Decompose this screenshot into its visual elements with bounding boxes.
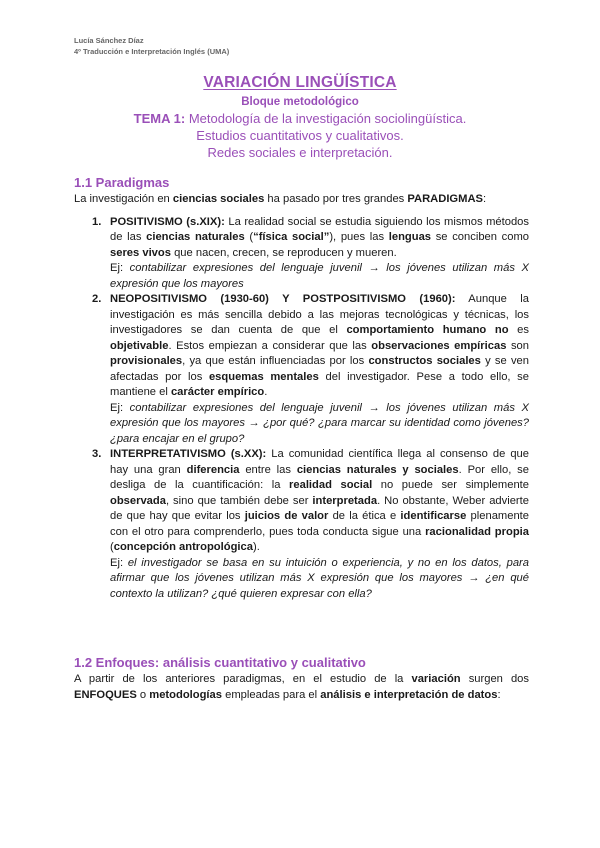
item-text: INTERPRETATIVISMO (s.XX): La comunidad científica llega al consenso de que hay una gran diferencia entre las ciencias naturales y sociales. Por ello, se desliga de la cuantificación: la realidad social no puede ser simplemente observada, sino que también debe ser interpretada. No obstante, Weber advierte de que hay que evitar los juicios de valor de la ética e identificarse plenamente con el otro para comprenderlo, pues toda conducta sigue una racionalidad propia (concepción antropológica).	[110, 448, 530, 553]
bold-term: ciencias naturales	[146, 231, 245, 243]
bold-term: “física social”	[253, 231, 330, 243]
bold-term: esquemas mentales	[208, 370, 319, 383]
title-block	[0, 73, 600, 161]
page-header	[74, 35, 229, 57]
bold-term: concepción antropológica	[113, 541, 253, 553]
list-item	[92, 447, 530, 602]
section-heading: 1.1 Paradigmas	[74, 175, 170, 190]
tema-line-3: Redes sociales e interpretación.	[207, 145, 393, 160]
bold-term: juicios de valor	[244, 510, 329, 522]
author-name: Lucía Sánchez Díaz	[74, 36, 144, 45]
bold-term: constructos sociales	[368, 355, 481, 367]
bold-term: NEOPOSITIVISMO (1930-60) Y POSTPOSITIVISMO (1960):	[110, 293, 456, 305]
bold-term: provisionales	[110, 355, 183, 367]
bold-term: análisis e interpretación de datos	[320, 688, 498, 701]
item-text: POSITIVISMO (s.XIX): La realidad social se estudia siguiendo los mismos métodos de las ciencias naturales (“física social”), pues las lenguas se conciben como seres vivos que nacen, crecen, se reproducen y mueren.	[110, 215, 530, 259]
section-intro: A partir de los anteriores paradigmas, en el estudio de la variación surgen dos ENFOQUES o metodologías empleadas para el análisis e interpretación de datos:	[74, 673, 529, 701]
bold-term: lenguas	[388, 231, 432, 243]
list-number: 1.	[92, 215, 102, 228]
bold-term: seres vivos	[110, 246, 171, 259]
bold-term: diferencia	[186, 463, 240, 476]
paradigm-list	[92, 215, 530, 603]
tema-label: TEMA 1:	[133, 111, 186, 126]
tema-line-2: Estudios cuantitativos y cualitativos.	[196, 128, 404, 143]
item-example	[110, 401, 529, 448]
item-text: NEOPOSITIVISMO (1930-60) Y POSTPOSITIVISMO (1960): Aunque la investigación es más sencilla debido a las mejoras tecnológicas y técnicas, los investigadores se dan cuenta de que el comportamiento humano no es objetivable. Estos empiezan a considerar que las observaciones empíricas son provisionales, ya que están influenciadas por los constructos sociales y se ven afectadas por los esquemas mentales del investigador. Pese a todo ello, se mantiene el carácter empírico.	[110, 293, 530, 398]
bold-term: PARADIGMAS	[407, 193, 483, 205]
example-text: contabilizar expresiones del lenguaje juvenil → los jóvenes utilizan más X expresión que los mayores	[110, 262, 529, 290]
bold-term: INTERPRETATIVISMO (s.XX):	[110, 448, 267, 460]
bold-term: observada	[110, 494, 166, 507]
tema-line-1	[0, 110, 600, 127]
course-name: 4º Traducción e Interpretación Inglés (UMA)	[74, 47, 230, 56]
example-text: contabilizar expresiones del lenguaje juvenil → los jóvenes utilizan más X expresión que los mayores → ¿por qué? ¿para marcar su identidad como jóvenes? ¿para encajar en el grupo?	[110, 401, 529, 445]
bold-term: objetivable	[110, 339, 169, 352]
bold-term: racionalidad propia	[425, 525, 529, 538]
bold-term: ENFOQUES	[74, 688, 137, 701]
example-label: Ej:	[110, 556, 128, 569]
section-enfoques	[74, 654, 529, 703]
item-example	[110, 556, 529, 603]
section-intro: La investigación en ciencias sociales ha pasado por tres grandes PARADIGMAS:	[74, 193, 487, 205]
bold-term: ciencias naturales y sociales	[296, 463, 459, 476]
example-text: el investigador se basa en su intuición o experiencia, y no en los datos, para afirmar que los jóvenes utilizan más X expresión que los mayores → ¿en qué contexto la utilizan? ¿qué quieren expresar con ella?	[110, 556, 529, 600]
section-paradigmas	[74, 174, 529, 602]
block-subtitle: Bloque metodológico	[241, 96, 359, 108]
bold-term: POSITIVISMO (s.XIX):	[110, 215, 225, 228]
item-example	[110, 261, 529, 292]
bold-term: interpretada	[312, 494, 378, 507]
list-item	[92, 292, 530, 447]
bold-term: observaciones empíricas	[371, 339, 507, 352]
document-title: VARIACIÓN LINGÜÍSTICA	[203, 74, 397, 91]
bold-term: identificarse	[400, 510, 467, 522]
example-label: Ej:	[110, 262, 130, 274]
bold-term: realidad social	[289, 479, 373, 491]
bold-term: ciencias sociales	[172, 193, 265, 205]
example-label: Ej:	[110, 401, 130, 414]
list-number: 3.	[92, 448, 102, 460]
bold-term: metodologías	[149, 688, 222, 701]
list-number: 2.	[92, 293, 102, 305]
bold-term: comportamiento humano no	[346, 324, 509, 336]
bold-term: carácter empírico	[170, 386, 265, 398]
section-heading: 1.2 Enfoques: análisis cuantitativo y cualitativo	[74, 655, 366, 670]
list-item	[92, 215, 530, 293]
tema-title: Metodología de la investigación sociolingüística.	[188, 111, 467, 126]
bold-term: variación	[411, 673, 461, 685]
